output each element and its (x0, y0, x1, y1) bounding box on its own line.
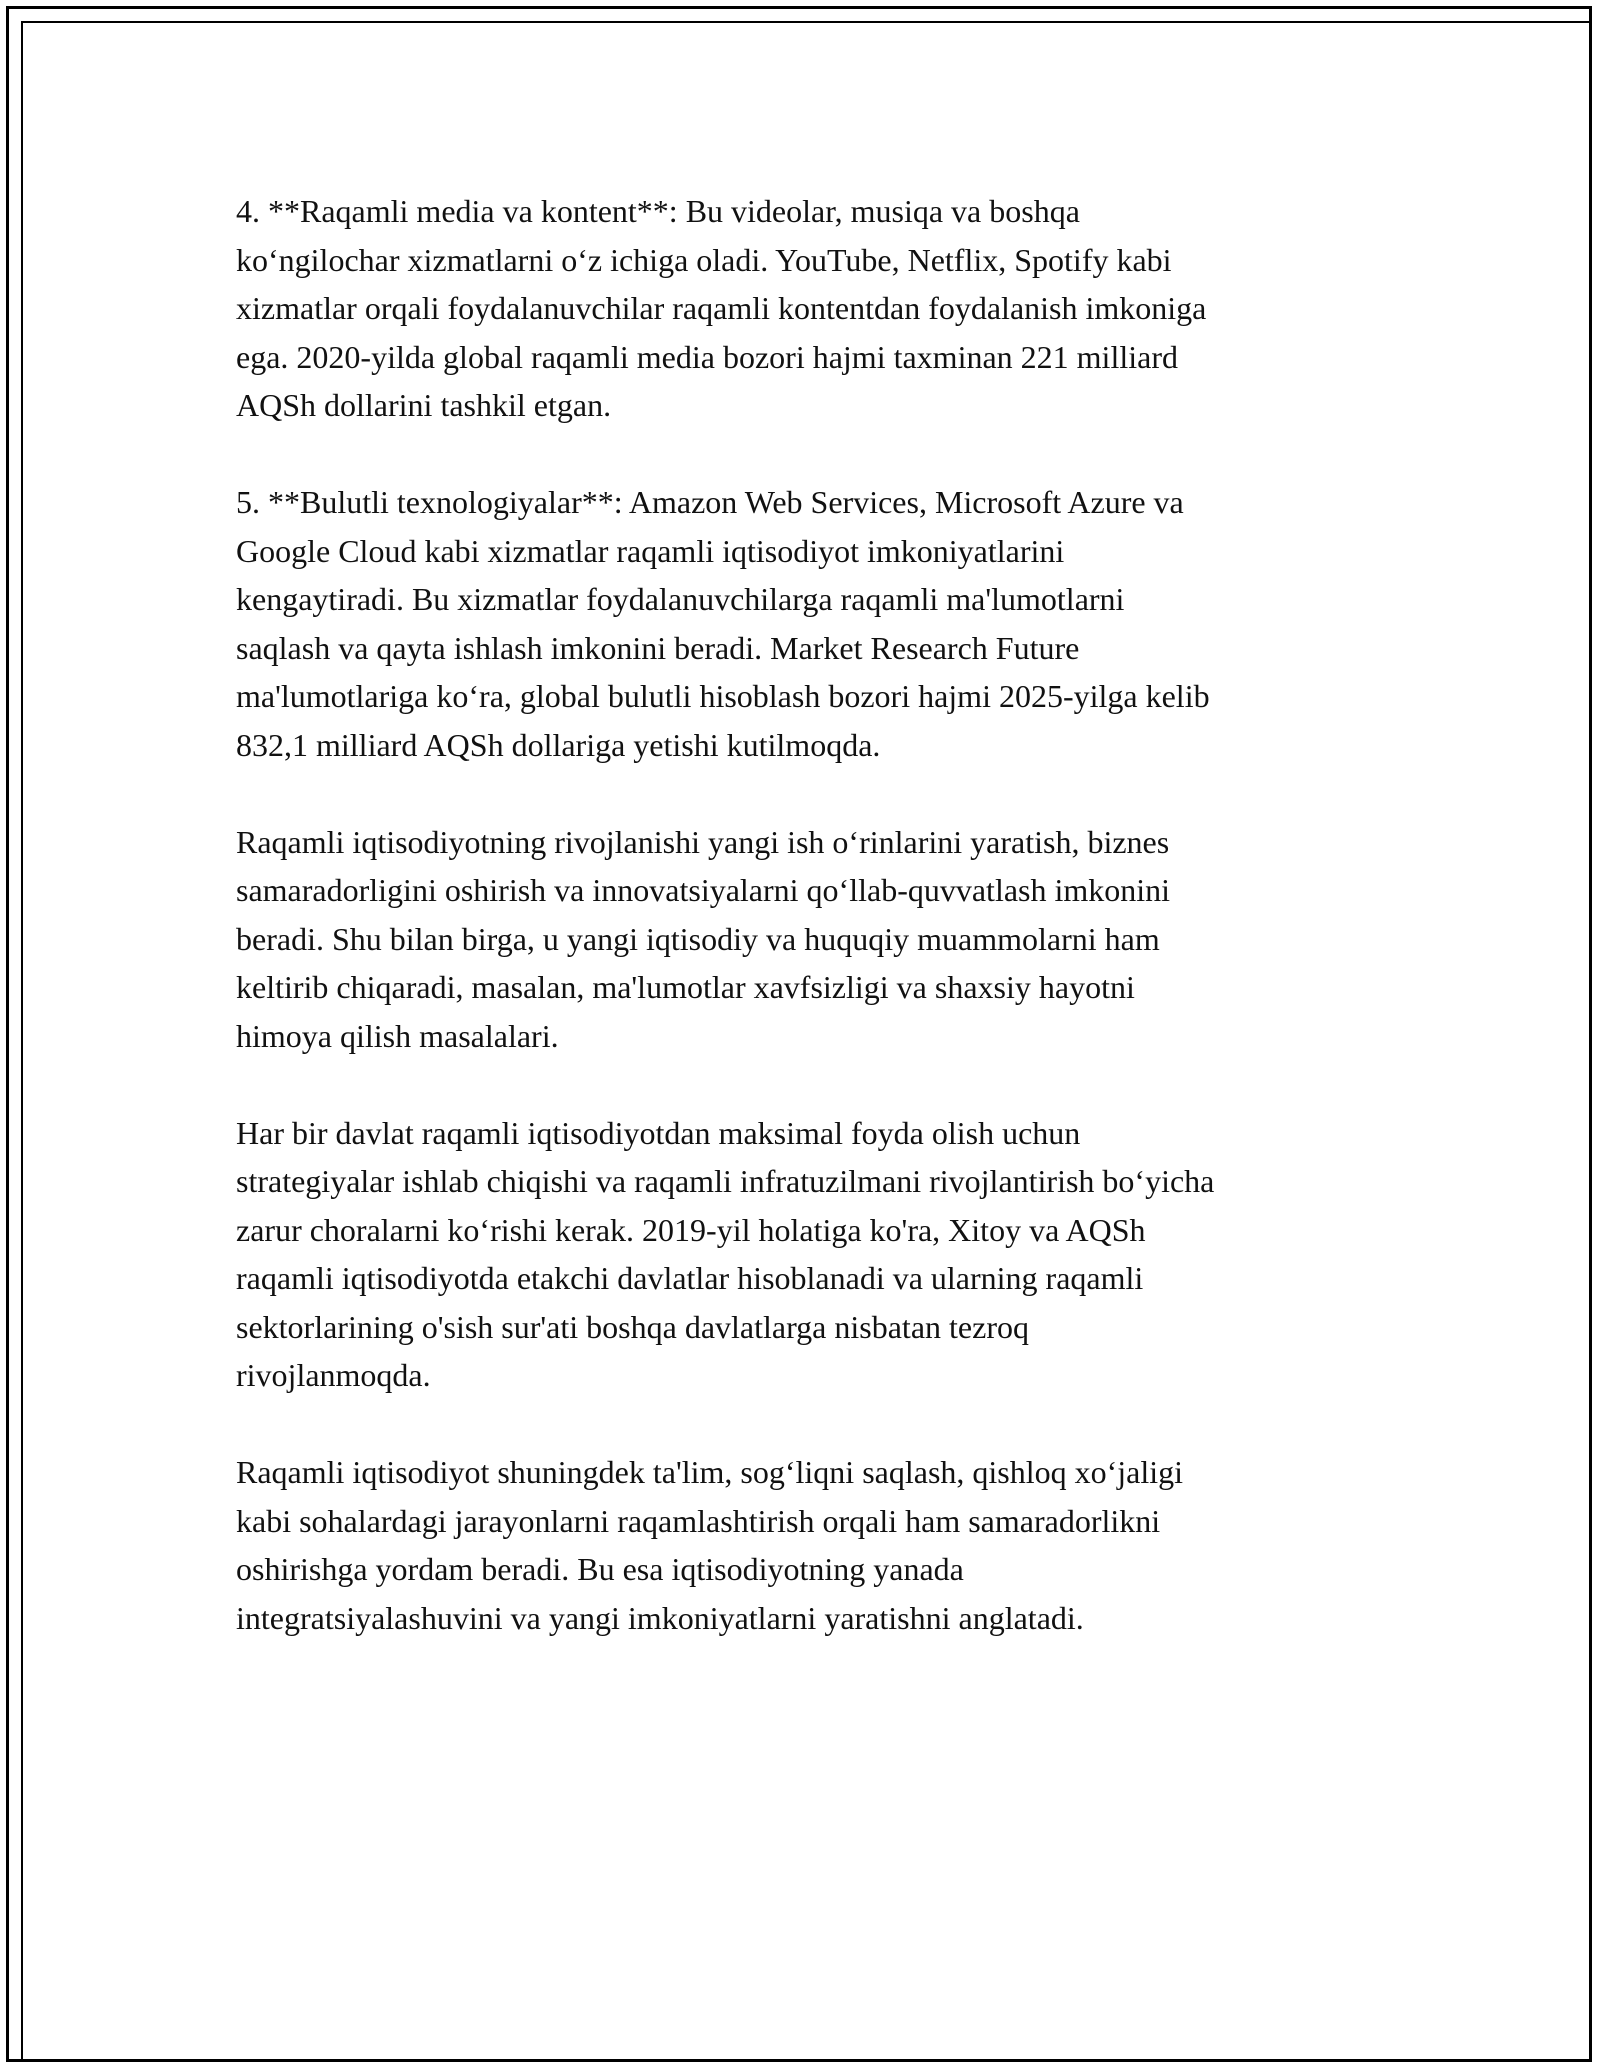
paragraph-sector-digitization: Raqamli iqtisodiyot shuningdek ta'lim, sog‘liqni saqlash, qishloq xo‘jaligi kabi sohalardagi jarayonlarni raqamlashtirish orqali ham samaradorlikni oshirishga yordam beradi. Bu esa iqtisodiyotning yanada integratsiyalashuvini va yangi imkoniyatlarni yaratishni anglatadi. (236, 1454, 1184, 1636)
paragraph-development-impact: Raqamli iqtisodiyotning rivojlanishi yangi ish o‘rinlarini yaratish, biznes samaradorligini oshirish va innovatsiyalarni qo‘llab-quvvatlash imkonini beradi. Shu bilan birga, u yangi iqtisodiy va huquqiy muammolarni ham keltirib chiqaradi, masalan, ma'lumotlar xavfsizligi va shaxsiy hayotni himoya qilish masalalari. (236, 823, 1171, 1054)
paragraph-national-strategy: Har bir davlat raqamli iqtisodiyotdan maksimal foyda olish uchun strategiyalar ishlab chiqishi va raqamli infratuzilmani rivojlantirish bo‘yicha zarur choralarni ko‘rishi kerak. 2019-yil holatiga ko'ra, Xitoy va AQSh raqamli iqtisodiyotda etakchi davlatlar hisoblanadi va ularning raqamli sektorlarining o'sish sur'ati boshqa davlatlarga nisbatan tezroq rivojlanmoqda. (236, 1114, 1215, 1393)
document-body (236, 187, 1366, 1691)
paragraph-digital-media: 4. **Raqamli media va kontent**: Bu videolar, musiqa va boshqa ko‘ngilochar xizmatlarni o‘z ichiga oladi. YouTube, Netflix, Spotify kabi xizmatlar orqali foydalanuvchilar raqamli kontentdan foydalanish imkoniga ega. 2020-yilda global raqamli media bozori hajmi taxminan 221 milliard AQSh dollarini tashkil etgan. (236, 193, 1207, 423)
paragraph-cloud-technologies: 5. **Bulutli texnologiyalar**: Amazon Web Services, Microsoft Azure va Google Cloud kabi xizmatlar raqamli iqtisodiyot imkoniyatlarini kengaytiradi. Bu xizmatlar foydalanuvchilarga raqamli ma'lumotlarni saqlash va qayta ishlash imkonini beradi. Market Research Future ma'lumotlariga ko‘ra, global bulutli hisoblash bozori hajmi 2025-yilga kelib 832,1 milliard AQSh dollariga yetishi kutilmoqda. (236, 484, 1210, 763)
